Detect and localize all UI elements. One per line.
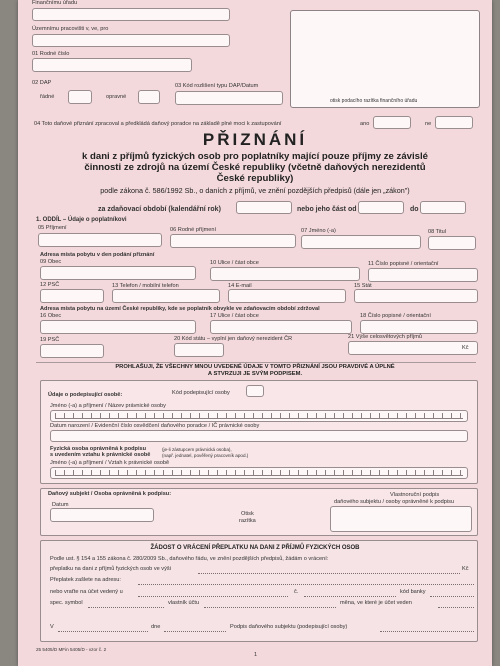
vraceni-line-2: přeplatku na dani z příjmů fyzických osob ve výši [50, 566, 171, 572]
f11-cislo-field[interactable] [368, 268, 478, 282]
misto-label: V [50, 624, 54, 630]
preplatek-currency: Kč [462, 566, 469, 572]
uzemni-pracoviste-field[interactable] [32, 34, 230, 47]
kod-dap-field[interactable] [175, 91, 283, 105]
vraceni-line-1: Podle ust. § 154 a 155 zákona č. 280/2009 Sb., daňového řádu, ve znění pozdějších předpisů, žádám o vrácení: [50, 556, 329, 562]
preplatek-amount-line[interactable] [198, 573, 460, 574]
banka-line[interactable] [138, 596, 288, 597]
tax-form-page [18, 0, 492, 666]
f09-obec-field[interactable] [40, 266, 196, 280]
podpis-vraceni-line[interactable] [380, 631, 474, 632]
form-subtitle-1: k dani z příjmů fyzických osob pro poplatníky mající pouze příjmy ze závislé [82, 151, 428, 162]
ne-label: ne [425, 121, 432, 127]
kod-banky-line[interactable] [430, 596, 474, 597]
f21-prijmy-field[interactable] [348, 341, 478, 355]
f06-label: 06 Rodné příjmení [170, 227, 217, 233]
form-title: PŘIZNÁNÍ [202, 130, 308, 149]
mena-line[interactable] [438, 607, 474, 608]
f07-jmeno-field[interactable] [301, 235, 421, 249]
uzemni-pracoviste-label: Územnímu pracovišti v, ve, pro [32, 26, 109, 32]
f13-telefon-field[interactable] [112, 289, 220, 303]
addr-heading: Adresa místa pobytu v den podání přiznání [40, 252, 155, 258]
oddil-1-heading: 1. ODDÍL – Údaje o poplatníkovi [36, 217, 127, 223]
period-to-field[interactable] [420, 201, 466, 214]
financni-urad-field[interactable] [32, 8, 230, 21]
f12-psc-field[interactable] [40, 289, 104, 303]
kod-podepisujici-field[interactable] [246, 385, 264, 397]
kod-dap-label: 03 Kód rozlišení typu DAP/Datum [175, 83, 259, 89]
f20-kod-statu-field[interactable] [174, 343, 224, 357]
f18-cislo-field[interactable] [360, 320, 478, 334]
f17-ulice-field[interactable] [210, 320, 352, 334]
vlastnik-uctu-line[interactable] [204, 607, 336, 608]
char-ticks [55, 413, 463, 419]
f07-label: 07 Jméno (-a) [301, 228, 336, 234]
line-04-label: 04 Toto daňové přiznání zpracoval a předkládá daňový poradce na základě plné moci k zastupování [34, 121, 282, 127]
datum-field[interactable] [50, 508, 154, 522]
dne-line[interactable] [164, 631, 226, 632]
f15-label: 15 Stát [354, 283, 372, 289]
kod-banky-label: kód banky [400, 589, 426, 595]
kod-podepisujici-label: Kód podepisující osoby [172, 390, 230, 396]
prohlaseni-line-2: A STVRZUJI JE SVÝM PODPISEM. [207, 371, 303, 377]
vraceni-line-3: Přeplatek zašlete na adresu: [50, 577, 121, 583]
f10-label: 10 Ulice / část obce [210, 260, 259, 266]
ne-checkbox[interactable] [435, 116, 473, 129]
f21-label: 21 Výše celosvětových příjmů [348, 334, 422, 340]
f19-label: 19 PSČ [40, 337, 60, 343]
datum-narozeni-label: Datum narození / Evidenční číslo osvědčení daňového poradce / IČ právnické osoby [50, 423, 260, 429]
period-to-label: do [410, 206, 419, 213]
vraceni-heading: ŽÁDOST O VRÁCENÍ PŘEPLATKU NA DANI Z PŘÍJMŮ FYZICKÝCH OSOB [150, 545, 360, 551]
period-label: za zdaňovací období (kalendářní rok) [98, 206, 221, 213]
form-subtitle-3: České republiky) [216, 173, 294, 184]
podpis-heading: Daňový subjekt / Osoba oprávněná k podpisu: [48, 491, 172, 497]
f18-label: 18 Číslo popisné / orientační [360, 313, 431, 319]
fyzicka-osoba-note-1: (je-li zástupcem právnická osoba), [162, 447, 232, 452]
vlastnorucni-podpis-label: Vlastnoruční podpis [390, 492, 440, 498]
jmeno-vztah-label: Jméno (-a) a příjmení / Vztah k právnické osobě [50, 460, 170, 466]
ucet-cislo-label: č. [294, 589, 299, 595]
razitka-label: razítka [239, 518, 256, 524]
f14-label: 14 E-mail [228, 283, 252, 289]
ano-label: ano [360, 121, 370, 127]
form-subtitle-2: činnosti ze zdrojů na území České republiky (včetně daňových nerezidentů [84, 162, 426, 173]
char-ticks [55, 470, 463, 476]
datum-narozeni-field[interactable] [50, 430, 468, 442]
mena-label: měna, ve které je účet veden [340, 600, 412, 606]
radne-checkbox[interactable] [68, 90, 92, 104]
f21-currency: Kč [462, 345, 469, 351]
podatelna-label: otisk podacího razítka finančního úřadu [330, 98, 418, 104]
page-number: 1 [254, 652, 258, 658]
f16-obec-field[interactable] [40, 320, 196, 334]
vlastnik-uctu-label: vlastník účtu [168, 600, 200, 606]
f09-label: 09 Obec [40, 259, 62, 265]
f17-label: 17 Ulice / část obce [210, 313, 259, 319]
adresa-line[interactable] [138, 584, 474, 585]
fyzicka-osoba-note-2: (např. jednatel, pověřený pracovník apod.) [162, 453, 249, 458]
period-from-field[interactable] [358, 201, 404, 214]
f08-titul-field[interactable] [428, 236, 476, 250]
jmeno-vztah-field[interactable] [50, 467, 468, 479]
f05-label: 05 Příjmení [38, 225, 67, 231]
udaje-podepisujici-label: Údaje o podepisující osobě: [48, 392, 123, 398]
spec-symbol-label: spec. symbol [50, 600, 83, 606]
f16-label: 16 Obec [40, 313, 62, 319]
separator [36, 362, 476, 363]
addr2-heading: Adresa místa pobytu na území České republiky, kde se poplatník obvykle ve zdaňovacím období zdržoval [40, 306, 320, 312]
ucet-cislo-line[interactable] [304, 596, 396, 597]
form-code: 25 5405/D MFin 5405/D - vzor č. 2 [36, 647, 107, 652]
opravne-label: opravné [106, 94, 127, 100]
prohlaseni-line-1: PROHLAŠUJI, ŽE VŠECHNY MNOU UVEDENÉ ÚDAJE V TOMTO PŘIZNÁNÍ JSOU PRAVDIVÉ A ÚPLNÉ [115, 364, 395, 370]
rodne-cislo-field[interactable] [32, 58, 192, 72]
f06-rodne-prijmeni-field[interactable] [170, 234, 296, 248]
jmeno-field[interactable] [50, 410, 468, 422]
period-year-field[interactable] [236, 201, 292, 214]
law-reference: podle zákona č. 586/1992 Sb., o daních z příjmů, ve znění pozdějších předpisů (dále jen „zákon") [100, 186, 410, 195]
dne-label: dne [151, 624, 161, 630]
podpis-field[interactable] [330, 506, 472, 532]
f11-label: 11 Číslo popisné / orientační [368, 261, 439, 267]
f12-label: 12 PSČ [40, 282, 60, 288]
misto-line[interactable] [58, 631, 148, 632]
ano-checkbox[interactable] [373, 116, 411, 129]
datum-label: Datum [52, 502, 69, 508]
f10-ulice-field[interactable] [210, 267, 360, 281]
vraceni-line-4: nebo vraťte na účet vedený u [50, 589, 123, 595]
f13-label: 13 Telefon / mobilní telefon [112, 283, 179, 289]
f05-prijmeni-field[interactable] [38, 233, 162, 247]
opravne-checkbox[interactable] [138, 90, 160, 104]
podatelna-stamp-area [290, 10, 480, 108]
otisk-label: Otisk [241, 511, 254, 517]
f14-email-field[interactable] [228, 289, 346, 303]
f08-label: 08 Titul [428, 229, 447, 235]
f20-label: 20 Kód státu – vyplní jen daňový nerezident ČR [174, 336, 293, 342]
financni-urad-label: Finančnímu úřadu [32, 0, 78, 6]
radne-label: řádné [40, 94, 55, 100]
period-from-label: nebo jeho část od [297, 206, 357, 213]
vlastnorucni-podpis-label-2: daňového subjektu / osoby oprávněné k podpisu [334, 499, 455, 505]
f15-stat-field[interactable] [354, 289, 478, 303]
fyzicka-osoba-label-2: s uvedením vztahu k právnické osobě [50, 452, 151, 458]
spec-symbol-line[interactable] [88, 607, 164, 608]
jmeno-label: Jméno (-a) a příjmení / Název právnické osoby [50, 403, 166, 409]
rodne-cislo-label: 01 Rodné číslo [32, 51, 70, 57]
fyzicka-osoba-label-1: Fyzická osoba oprávněná k podpisu [50, 446, 147, 452]
podpis-vraceni-label: Podpis daňového subjektu (podepisující osoby) [230, 624, 348, 630]
f19-psc-field[interactable] [40, 344, 104, 358]
dap-label: 02 DAP [32, 80, 52, 86]
